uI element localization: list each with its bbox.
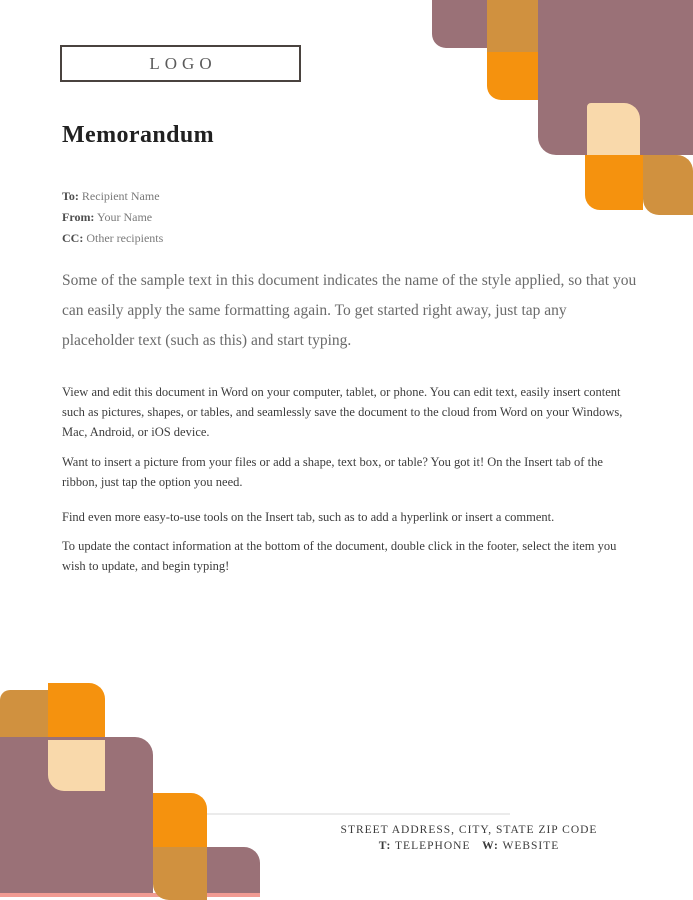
- decorative-square-orange-2: [585, 155, 643, 210]
- lead-paragraph: Some of the sample text in this document indicates the name of the style applied, so that you can easily apply the same formatting again. To get started right away, just tap any placeholder text (such as this) and start typing.: [62, 272, 637, 349]
- body-paragraph-3: Find even more easy-to-use tools on the Insert tab, such as to add a hyperlink or insert a comment.: [62, 510, 555, 524]
- body-paragraph-1: View and edit this document in Word on your computer, tablet, or phone. You can edit text, easily insert content such as pictures, shapes, or tables, and seamlessly save the document to the cloud from Word on your Windows, Mac, Android, or iOS device.: [62, 385, 623, 439]
- website-placeholder[interactable]: WEBSITE: [502, 840, 560, 852]
- decorative-square-peach: [587, 103, 640, 157]
- cc-value-placeholder[interactable]: Other recipients: [86, 231, 164, 245]
- from-value-placeholder[interactable]: Your Name: [97, 210, 153, 224]
- body-paragraph-2: Want to insert a picture from your files or add a shape, text box, or table? You got it! On the Insert tab of the ribbon, just tap the option you need.: [62, 455, 603, 489]
- decorative-square-amber-bl-2: [153, 847, 207, 900]
- telephone-label: T:: [378, 840, 392, 852]
- footer-phone-web-line[interactable]: [300, 838, 638, 854]
- decorative-square-amber-2: [643, 155, 693, 215]
- decorative-square-orange-bl: [48, 683, 105, 737]
- decorative-square-amber: [487, 0, 538, 52]
- decorative-square-mauve-small: [432, 0, 487, 48]
- meta-row-cc: [62, 228, 163, 249]
- cc-label: CC:: [62, 231, 84, 245]
- logo-placeholder-text[interactable]: LOGO: [149, 53, 217, 73]
- footer-address-line[interactable]: STREET ADDRESS, CITY, STATE ZIP CODE: [340, 824, 598, 836]
- document-title: Memorandum: [62, 122, 214, 148]
- body-paragraph-4: To update the contact information at the bottom of the document, double click in the footer, select the item you wish to update, and begin typing!: [62, 539, 617, 573]
- decorative-square-mauve-bl-2: [207, 847, 260, 893]
- decorative-square-amber-bl: [0, 690, 48, 737]
- to-label: To:: [62, 189, 79, 203]
- memo-meta-block: [62, 186, 163, 249]
- meta-row-to: [62, 186, 163, 207]
- to-value-placeholder[interactable]: Recipient Name: [81, 189, 160, 203]
- footer-contact-block[interactable]: [300, 822, 638, 854]
- decorative-square-orange: [487, 52, 538, 100]
- telephone-placeholder[interactable]: TELEPHONE: [395, 840, 471, 852]
- meta-row-from: [62, 207, 163, 228]
- from-label: From:: [62, 210, 95, 224]
- decorative-square-orange-bl-2: [153, 793, 207, 847]
- decorative-square-peach-bl: [48, 740, 105, 791]
- logo-placeholder-box[interactable]: [60, 45, 301, 82]
- bottom-accent-line: [0, 893, 260, 897]
- website-label: W:: [482, 840, 499, 852]
